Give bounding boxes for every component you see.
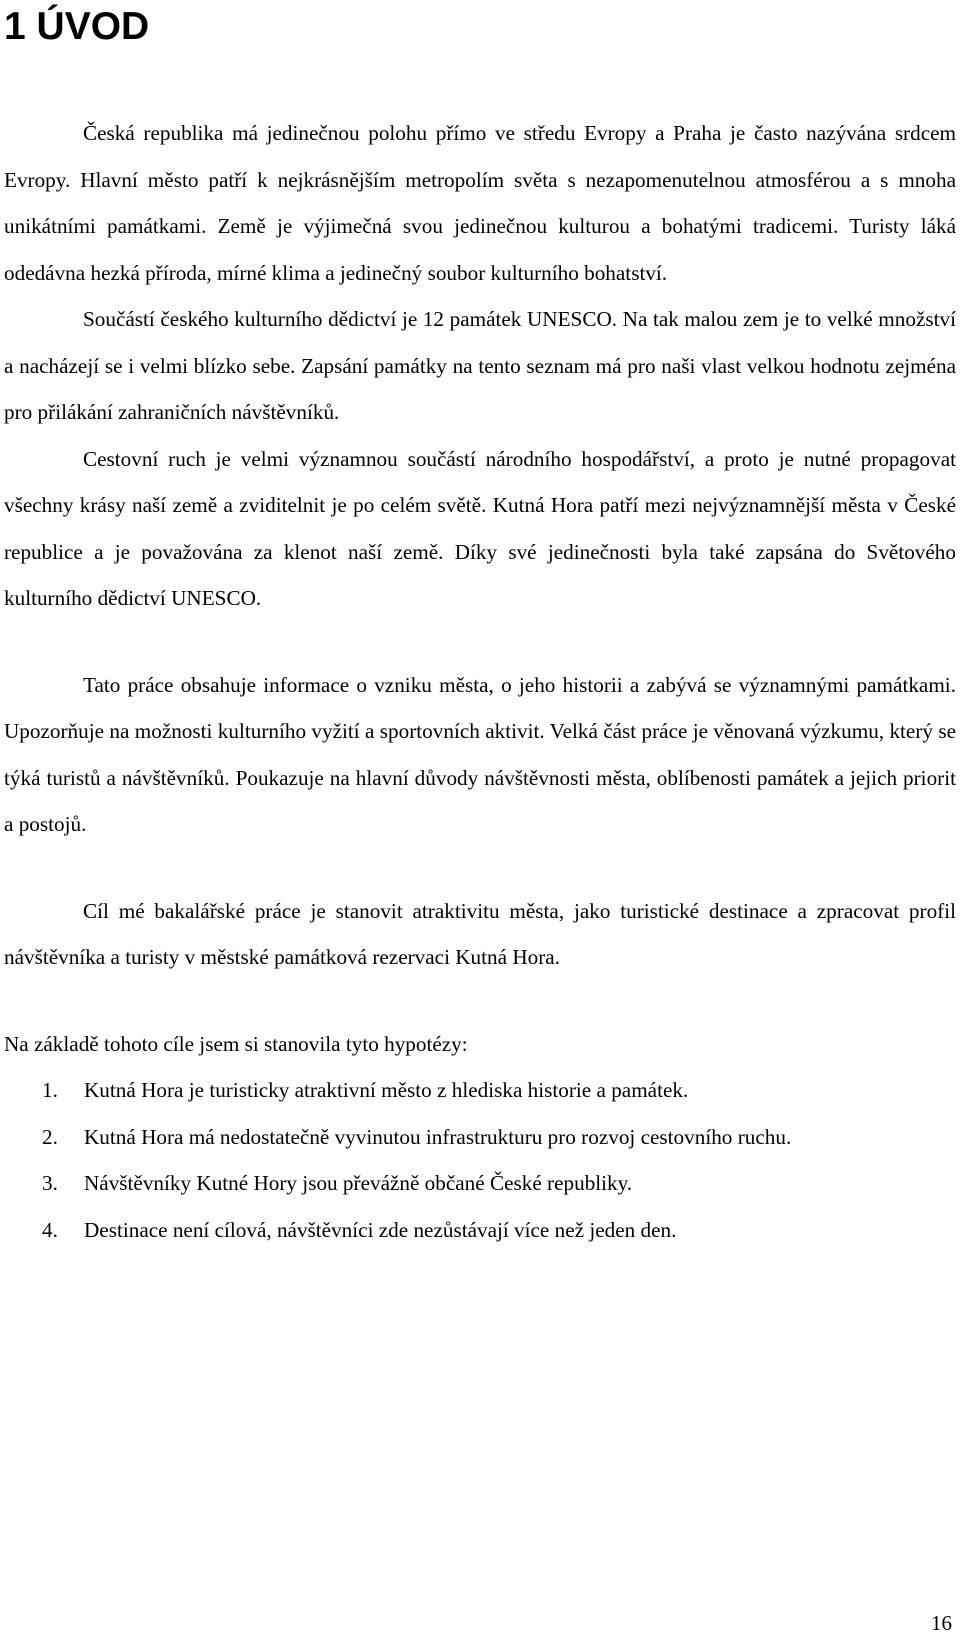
paragraph-unesco: Součástí českého kulturního dědictví je 12 památek UNESCO. Na tak malou zem je to velké množství a nacházejí se i velmi blízko sebe. Zapsání památky na tento seznam má pro naši vlast velkou hodnotu zejména pro přilákání zahraničních návštěvníků. xyxy=(4,307,956,424)
spacer xyxy=(4,622,956,662)
list-item-number: 2. xyxy=(42,1124,58,1149)
paragraph-intro: Česká republika má jedinečnou polohu přímo ve středu Evropy a Praha je často nazývána srdcem Evropy. Hlavní město patří k nejkrásnějším metropolím světa s nezapomenutelnou atmosférou a s mnoha unikátními památkami. Země je výjimečná svou jedinečnou kulturou a bohatými tradicemi. Turisty láká odedávna hezká příroda, mírné klima a jedinečný soubor kulturního bohatství. xyxy=(4,121,956,285)
list-item-text: Kutná Hora je turisticky atraktivní město z hlediska historie a památek. xyxy=(84,1078,689,1102)
list-item-number: 4. xyxy=(42,1217,58,1242)
list-item xyxy=(4,1067,956,1114)
paragraph-contents: Tato práce obsahuje informace o vzniku města, o jeho historii a zabývá se významnými památkami. Upozorňuje na možnosti kulturního vyžití a sportovních aktivit. Velká část práce je věnovaná výzkumu, který se týká turistů a návštěvníků. Poukazuje na hlavní důvody návštěvnosti města, oblíbenosti památek a jejich priorit a postojů. xyxy=(4,672,956,836)
list-item-number: 3. xyxy=(42,1171,58,1195)
list-item xyxy=(4,1160,956,1207)
list-item-text: Kutná Hora má nedostatečně vyvinutou infrastrukturu pro rozvoj cestovního ruchu. xyxy=(84,1124,792,1149)
spacer xyxy=(4,981,956,1021)
list-item-text: Destinace není cílová, návštěvníci zde nezůstávají více než jeden den. xyxy=(84,1217,677,1242)
page-number: 16 xyxy=(931,1611,952,1635)
list-item-number: 1. xyxy=(42,1078,58,1102)
chapter-heading: 1 ÚVOD xyxy=(4,5,150,48)
list-item xyxy=(4,1207,956,1254)
hypotheses-list xyxy=(4,1067,956,1253)
list-item-text: Návštěvníky Kutné Hory jsou převážně občané České republiky. xyxy=(84,1171,633,1195)
spacer xyxy=(4,848,956,888)
paragraph-goal: Cíl mé bakalářské práce je stanovit atraktivitu města, jako turistické destinace a zpracovat profil návštěvníka a turisty v městské památková rezervaci Kutná Hora. xyxy=(4,898,956,969)
document-body xyxy=(4,110,956,1253)
paragraph-hypotheses-intro: Na základě tohoto cíle jsem si stanovila tyto hypotézy: xyxy=(4,1031,468,1056)
list-item xyxy=(4,1114,956,1161)
paragraph-tourism: Cestovní ruch je velmi významnou součástí národního hospodářství, a proto je nutné propagovat všechny krásy naší země a zviditelnit je po celém světě. Kutná Hora patří mezi nejvýznamnější města v České republice a je považována za klenot naší země. Díky své jedinečnosti byla také zapsána do Světového kulturního dědictví UNESCO. xyxy=(4,446,956,610)
